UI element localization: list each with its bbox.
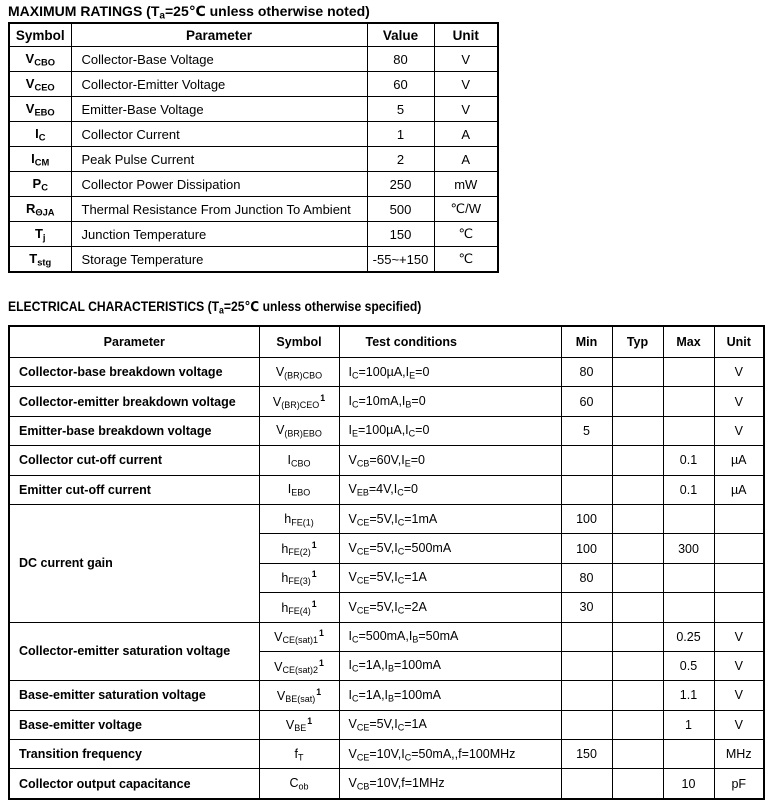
table-header-row <box>9 326 764 358</box>
unit-column-header: Unit <box>434 23 498 47</box>
test-conditions-cell: $V_{CB}=10V,f=1MHz$ <box>339 769 561 799</box>
table-row <box>9 72 498 97</box>
unit-cell <box>714 534 764 563</box>
parameter-column-header: Parameter <box>71 23 367 47</box>
table-row <box>9 172 498 197</box>
min-cell <box>561 769 612 799</box>
symbol-cell: $h_{FE(4)}^1$ <box>259 593 339 622</box>
test-conditions-cell: $V_{CE}=10V,I_C=50mA,,f=100MHz$ <box>339 740 561 769</box>
test-conditions-cell: $V_{CE}=5V,I_C=1mA$ <box>339 504 561 533</box>
typ-cell <box>612 504 663 533</box>
value-cell: 2 <box>367 147 434 172</box>
maximum-ratings-title: MAXIMUM RATINGS ($T_a=25℃$ unless otherwise noted) <box>8 3 370 22</box>
unit-cell <box>714 563 764 592</box>
max-column-header: Max <box>663 326 714 358</box>
electrical-characteristics-body <box>9 358 764 799</box>
symbol-cell: $h_{FE(1)}$ <box>259 504 339 533</box>
test-conditions-cell: $I_C=100\mu A,I_E=0$ <box>339 358 561 387</box>
unit-cell <box>714 593 764 622</box>
unit-cell: V <box>714 622 764 651</box>
parameter-cell: Emitter cut-off current <box>9 475 259 504</box>
max-cell <box>663 563 714 592</box>
min-cell: 150 <box>561 740 612 769</box>
symbol-cell: $P_C$ <box>9 172 71 197</box>
table-row <box>9 446 764 475</box>
max-cell: 1.1 <box>663 681 714 710</box>
min-cell: 100 <box>561 504 612 533</box>
typ-column-header: Typ <box>612 326 663 358</box>
table-row <box>9 504 764 533</box>
parameter-cell: Collector Power Dissipation <box>71 172 367 197</box>
table-row <box>9 710 764 739</box>
unit-cell <box>714 504 764 533</box>
min-cell: 5 <box>561 416 612 445</box>
typ-cell <box>612 740 663 769</box>
parameter-cell: Storage Temperature <box>71 247 367 273</box>
parameter-cell: Collector-Base Voltage <box>71 47 367 72</box>
symbol-cell: $I_{EBO}$ <box>259 475 339 504</box>
table-row <box>9 97 498 122</box>
symbol-cell: $T_{stg}$ <box>9 247 71 273</box>
value-cell: 80 <box>367 47 434 72</box>
typ-cell <box>612 387 663 416</box>
parameter-cell: Transition frequency <box>9 740 259 769</box>
unit-cell: MHz <box>714 740 764 769</box>
max-cell <box>663 593 714 622</box>
table-row <box>9 122 498 147</box>
unit-cell: µA <box>714 475 764 504</box>
electrical-characteristics-title: ELECTRICAL CHARACTERISTICS ($T_a=25℃$ unless otherwise specified) <box>8 299 422 317</box>
unit-cell: V <box>714 387 764 416</box>
test-conditions-cell: $V_{CB}=60V,I_E=0$ <box>339 446 561 475</box>
symbol-column-header: Symbol <box>259 326 339 358</box>
unit-cell: V <box>714 358 764 387</box>
unit-cell: mW <box>434 172 498 197</box>
maximum-ratings-body <box>9 47 498 273</box>
max-cell <box>663 740 714 769</box>
unit-cell: A <box>434 147 498 172</box>
min-cell: 80 <box>561 563 612 592</box>
parameter-cell: Junction Temperature <box>71 222 367 247</box>
symbol-cell: $I_C$ <box>9 122 71 147</box>
parameter-group-cell: Collector-emitter saturation voltage <box>9 622 259 681</box>
test-conditions-cell: $I_E=100\mu A,I_C=0$ <box>339 416 561 445</box>
unit-cell: V <box>434 72 498 97</box>
parameter-cell: Collector output capacitance <box>9 769 259 799</box>
test-conditions-cell: $I_C=1A,I_B=100mA$ <box>339 651 561 680</box>
maximum-ratings-table <box>8 22 499 273</box>
max-cell: 0.25 <box>663 622 714 651</box>
min-column-header: Min <box>561 326 612 358</box>
min-cell: 60 <box>561 387 612 416</box>
unit-cell: V <box>434 47 498 72</box>
unit-cell: ℃ <box>434 247 498 273</box>
unit-cell: V <box>714 710 764 739</box>
parameter-cell: Base-emitter voltage <box>9 710 259 739</box>
unit-cell: ℃ <box>434 222 498 247</box>
table-row <box>9 416 764 445</box>
test-conditions-column-header: Test conditions <box>339 326 561 358</box>
value-cell: 1 <box>367 122 434 147</box>
min-cell <box>561 681 612 710</box>
value-cell: 500 <box>367 197 434 222</box>
typ-cell <box>612 651 663 680</box>
symbol-cell: $V_{(BR)CBO}$ <box>259 358 339 387</box>
symbol-cell: $T_j$ <box>9 222 71 247</box>
max-cell <box>663 416 714 445</box>
table-row <box>9 740 764 769</box>
typ-cell <box>612 475 663 504</box>
typ-cell <box>612 416 663 445</box>
symbol-cell: $V_{(BR)EBO}$ <box>259 416 339 445</box>
min-cell <box>561 446 612 475</box>
table-row <box>9 387 764 416</box>
typ-cell <box>612 681 663 710</box>
symbol-cell: $f_T$ <box>259 740 339 769</box>
table-row <box>9 622 764 651</box>
test-conditions-cell: $V_{CE}=5V,I_C=500mA$ <box>339 534 561 563</box>
symbol-cell: $V_{CE(sat)1}^1$ <box>259 622 339 651</box>
max-cell: 0.5 <box>663 651 714 680</box>
typ-cell <box>612 358 663 387</box>
unit-cell: ℃/W <box>434 197 498 222</box>
unit-cell: µA <box>714 446 764 475</box>
table-row <box>9 769 764 799</box>
table-row <box>9 247 498 273</box>
value-cell: 5 <box>367 97 434 122</box>
symbol-cell: $V_{EBO}$ <box>9 97 71 122</box>
table-header-row <box>9 23 498 47</box>
parameter-cell: Collector-emitter breakdown voltage <box>9 387 259 416</box>
unit-cell: V <box>434 97 498 122</box>
test-conditions-cell: $V_{EB}=4V,I_C=0$ <box>339 475 561 504</box>
value-cell: -55~+150 <box>367 247 434 273</box>
symbol-cell: $V_{BE}^1$ <box>259 710 339 739</box>
unit-cell: A <box>434 122 498 147</box>
symbol-cell: $I_{CBO}$ <box>259 446 339 475</box>
unit-cell: V <box>714 681 764 710</box>
max-cell <box>663 358 714 387</box>
typ-cell <box>612 446 663 475</box>
value-cell: 60 <box>367 72 434 97</box>
symbol-cell: $V_{(BR)CEO}^1$ <box>259 387 339 416</box>
min-cell <box>561 475 612 504</box>
parameter-cell: Collector-Emitter Voltage <box>71 72 367 97</box>
test-conditions-cell: $V_{CE}=5V,I_C=2A$ <box>339 593 561 622</box>
max-cell: 10 <box>663 769 714 799</box>
unit-cell: V <box>714 651 764 680</box>
symbol-cell: $V_{BE(sat)}^1$ <box>259 681 339 710</box>
max-cell <box>663 504 714 533</box>
value-column-header: Value <box>367 23 434 47</box>
max-cell: 0.1 <box>663 446 714 475</box>
symbol-cell: $h_{FE(3)}^1$ <box>259 563 339 592</box>
typ-cell <box>612 710 663 739</box>
min-cell: 30 <box>561 593 612 622</box>
typ-cell <box>612 534 663 563</box>
value-cell: 250 <box>367 172 434 197</box>
parameter-cell: Collector-base breakdown voltage <box>9 358 259 387</box>
parameter-cell: Peak Pulse Current <box>71 147 367 172</box>
typ-cell <box>612 593 663 622</box>
table-row <box>9 197 498 222</box>
symbol-column-header: Symbol <box>9 23 71 47</box>
maximum-ratings-header <box>9 23 498 47</box>
min-cell: 100 <box>561 534 612 563</box>
symbol-cell: $R_{\Theta JA}$ <box>9 197 71 222</box>
parameter-column-header: Parameter <box>9 326 259 358</box>
max-cell: 0.1 <box>663 475 714 504</box>
electrical-characteristics-table <box>8 325 765 800</box>
value-cell: 150 <box>367 222 434 247</box>
test-conditions-cell: $V_{CE}=5V,I_C=1A$ <box>339 563 561 592</box>
table-row <box>9 222 498 247</box>
min-cell: 80 <box>561 358 612 387</box>
typ-cell <box>612 622 663 651</box>
unit-column-header: Unit <box>714 326 764 358</box>
table-row <box>9 147 498 172</box>
parameter-cell: Collector cut-off current <box>9 446 259 475</box>
max-cell <box>663 387 714 416</box>
test-conditions-cell: $V_{CE}=5V,I_C=1A$ <box>339 710 561 739</box>
parameter-cell: Thermal Resistance From Junction To Ambient <box>71 197 367 222</box>
parameter-group-cell: DC current gain <box>9 504 259 622</box>
test-conditions-cell: $I_C=1A,I_B=100mA$ <box>339 681 561 710</box>
parameter-cell: Emitter-Base Voltage <box>71 97 367 122</box>
min-cell <box>561 710 612 739</box>
max-cell: 1 <box>663 710 714 739</box>
parameter-cell: Base-emitter saturation voltage <box>9 681 259 710</box>
unit-cell: V <box>714 416 764 445</box>
electrical-characteristics-header <box>9 326 764 358</box>
symbol-cell: $V_{CBO}$ <box>9 47 71 72</box>
table-row <box>9 47 498 72</box>
symbol-cell: $I_{CM}$ <box>9 147 71 172</box>
symbol-cell: $V_{CEO}$ <box>9 72 71 97</box>
typ-cell <box>612 769 663 799</box>
min-cell <box>561 651 612 680</box>
table-row <box>9 475 764 504</box>
test-conditions-cell: $I_C=500mA,I_B=50mA$ <box>339 622 561 651</box>
typ-cell <box>612 563 663 592</box>
unit-cell: pF <box>714 769 764 799</box>
parameter-cell: Emitter-base breakdown voltage <box>9 416 259 445</box>
parameter-cell: Collector Current <box>71 122 367 147</box>
symbol-cell: $V_{CE(sat)2}^1$ <box>259 651 339 680</box>
test-conditions-cell: $I_C=10mA,I_B=0$ <box>339 387 561 416</box>
min-cell <box>561 622 612 651</box>
symbol-cell: $h_{FE(2)}^1$ <box>259 534 339 563</box>
max-cell: 300 <box>663 534 714 563</box>
table-row <box>9 681 764 710</box>
table-row <box>9 358 764 387</box>
symbol-cell: $C_{ob}$ <box>259 769 339 799</box>
